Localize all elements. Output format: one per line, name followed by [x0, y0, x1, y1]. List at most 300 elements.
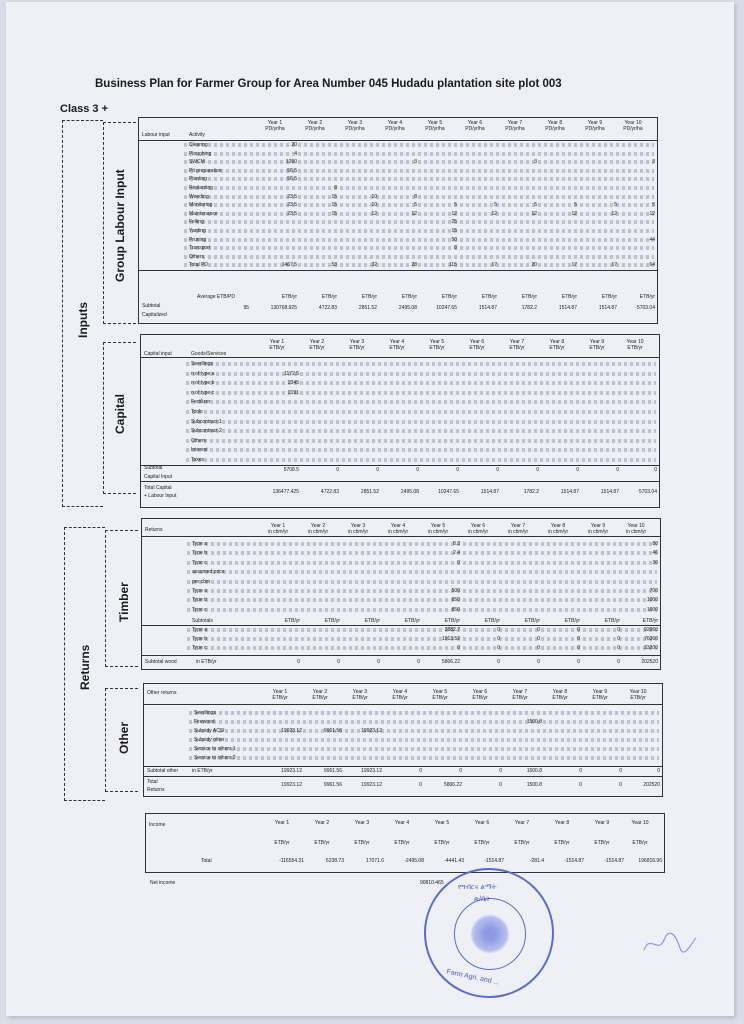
- row-label: Weeding: [189, 193, 209, 200]
- subtotal-label: Subtotal other: [147, 768, 179, 774]
- cell-value: 4722.83: [320, 489, 339, 495]
- cell-value: 10247.65: [438, 489, 459, 495]
- cell-value: 700: [649, 588, 658, 594]
- cell-value: 0: [579, 782, 582, 788]
- cell-value: 0: [497, 636, 500, 642]
- unit-header: ETB/yr: [594, 840, 610, 846]
- row-label: Firewood: [194, 719, 215, 725]
- cell-value: 0: [577, 636, 580, 642]
- row-label: Clearing: [189, 142, 208, 148]
- cell-value: 0: [456, 467, 459, 473]
- cell-value: 0: [497, 627, 500, 633]
- cell-value: ETB/yr: [521, 294, 537, 300]
- unit-header: ETB/yr: [554, 840, 570, 846]
- year-header: Year 1: [270, 523, 286, 529]
- cell-value: ETB/yr: [404, 618, 420, 624]
- row-label: Pruning: [189, 236, 207, 243]
- cell-value: 202520: [643, 782, 660, 788]
- shaded-row-band: [184, 255, 654, 259]
- shaded-row-band: [186, 362, 656, 366]
- year-header: Year 4: [387, 120, 403, 126]
- cell-value: 0: [537, 636, 540, 642]
- year-header: Year 4: [389, 339, 405, 345]
- year-header: Year 3: [354, 820, 370, 826]
- unit-header: ETB/yr: [309, 345, 325, 351]
- cell-value: 30: [652, 559, 658, 566]
- year-header: Year 7: [514, 820, 530, 826]
- row-divider: [139, 270, 657, 271]
- cell-value: 80: [652, 541, 658, 547]
- unit-header: PD/yr/ha: [265, 126, 285, 132]
- shaded-row-band: [189, 756, 659, 760]
- year-header: Year 2: [312, 689, 328, 695]
- cell-value: 8: [414, 193, 417, 200]
- total-label: + Labour Input: [144, 493, 177, 499]
- cell-value: 2851.52: [360, 489, 379, 495]
- unit-header: PD/yr/ha: [385, 126, 405, 132]
- row-label: Subcontract 1: [191, 418, 222, 425]
- unit-header: PD/yr/ha: [345, 126, 365, 132]
- cell-value: 12: [531, 210, 537, 217]
- cell-value: 0: [499, 782, 502, 788]
- cell-value: 1260: [285, 159, 297, 166]
- cell-value: 0: [579, 768, 582, 774]
- row-label: Replanting: [189, 185, 213, 191]
- cell-value: 0: [577, 645, 580, 651]
- unit-header: ETB/yr: [274, 840, 290, 846]
- column-label: Income: [149, 822, 166, 828]
- row-label: Type a: [192, 541, 208, 547]
- column-label: Goods/Services: [191, 351, 227, 357]
- cell-value: 5238.73: [325, 858, 344, 864]
- cell-value: 1172.5: [284, 370, 299, 377]
- year-header: Year 10: [629, 689, 647, 695]
- column-label: Activity: [189, 132, 205, 138]
- cell-value: 1500.8: [526, 782, 542, 788]
- row-label: Service to others 1: [194, 746, 236, 752]
- unit-header: in cbm/yr: [587, 529, 609, 535]
- cell-value: 196816.96: [638, 858, 662, 864]
- row-label: Seedlings: [194, 710, 216, 716]
- cell-value: -1514.87: [604, 858, 624, 864]
- unit-header: ETB/yr: [592, 695, 608, 701]
- shaded-row-band: [186, 381, 656, 385]
- row-label: Monitoring: [189, 202, 213, 209]
- row-divider: [144, 776, 662, 777]
- cell-value: 2345: [287, 380, 299, 387]
- row-label: n of type b: [191, 380, 215, 387]
- cell-value: 12: [371, 210, 377, 217]
- cell-value: 17: [611, 262, 617, 269]
- cell-value: 1514.87: [480, 489, 499, 495]
- row-label: Type a: [192, 588, 208, 594]
- unit-header: in cbm/yr: [387, 529, 409, 535]
- year-header: Year 3: [352, 689, 368, 695]
- shaded-row-band: [184, 195, 654, 199]
- cell-value: ETB/yr: [601, 294, 617, 300]
- year-header: Year 5: [427, 120, 443, 126]
- cell-value: ETB/yr: [281, 294, 297, 300]
- unit-header: in cbm/yr: [307, 529, 329, 535]
- returns-label: Returns: [78, 644, 92, 690]
- cell-value: 1913.52: [441, 636, 460, 642]
- average-label: Average ETB/PD: [197, 294, 235, 300]
- cell-value: 1000: [646, 597, 658, 604]
- row-label: Interest: [191, 447, 208, 454]
- cell-value: 5: [652, 202, 655, 209]
- unit-header: ETB/yr: [589, 345, 605, 351]
- row-label: Fertilizer: [191, 399, 211, 406]
- shaded-row-band: [186, 391, 656, 395]
- row-label: Taxes: [191, 457, 205, 463]
- cell-value: 0: [537, 627, 540, 633]
- row-divider: [144, 704, 662, 705]
- timber-returns-table: [141, 518, 661, 670]
- shaded-row-band: [186, 458, 656, 462]
- cell-value: 20: [531, 262, 537, 269]
- cell-value: 0: [297, 659, 300, 665]
- unit-header: PD/yr/ha: [465, 126, 485, 132]
- subtotals-label: Subtotals: [192, 618, 213, 624]
- year-header: Year 9: [589, 339, 605, 345]
- cell-value: 5: [414, 202, 417, 209]
- shaded-row-band: [189, 711, 659, 715]
- cell-value: ETB/yr: [642, 618, 658, 624]
- cell-value: 3: [414, 159, 417, 166]
- cell-value: -116554.31: [279, 858, 304, 864]
- cell-value: ETB/yr: [324, 618, 340, 624]
- cell-value: 0: [419, 782, 422, 788]
- year-header: Year 4: [394, 820, 410, 826]
- cell-value: 1782.2: [521, 305, 537, 311]
- cell-value: 1514.87: [558, 305, 577, 311]
- year-header: Year 9: [594, 820, 610, 826]
- row-label: Maintenance: [189, 210, 218, 217]
- cell-value: 12: [611, 210, 617, 217]
- cell-value: 23.5: [287, 202, 297, 209]
- unit-header: ETB/yr: [514, 840, 530, 846]
- cell-value: 56.5: [287, 176, 297, 183]
- other-label: Other: [117, 721, 131, 754]
- unit-header: ETB/yr: [429, 345, 445, 351]
- shaded-row-band: [186, 400, 656, 404]
- labour-input-table: [138, 117, 658, 324]
- cell-value: 1514.87: [598, 305, 617, 311]
- stamp-seal: [470, 914, 510, 954]
- row-label: Others: [191, 437, 207, 444]
- cell-value: 4: [294, 150, 297, 157]
- unit-header: PD/yr/ha: [425, 126, 445, 132]
- row-label: Type c: [192, 645, 207, 651]
- cell-value: 1514.87: [600, 489, 619, 495]
- year-header: Year 9: [590, 523, 606, 529]
- year-header: Year 1: [269, 339, 285, 345]
- unit-header: ETB/yr: [349, 345, 365, 351]
- unit-header: PD/yr/ha: [623, 126, 643, 132]
- cell-value: 8: [454, 245, 457, 252]
- year-header: Year 5: [429, 339, 445, 345]
- unit-header: ETB/yr: [512, 695, 528, 701]
- cell-value: 0: [537, 659, 540, 665]
- cell-value: 19923.12: [361, 768, 382, 774]
- cell-value: ETB/yr: [444, 618, 460, 624]
- cell-value: 44: [649, 236, 655, 243]
- row-label: Service to others 2: [194, 755, 236, 761]
- row-label: Felling: [189, 219, 204, 226]
- row-label: Type b: [192, 550, 208, 557]
- cell-value: 3882.7: [444, 627, 460, 633]
- cell-value: 19923.12: [361, 728, 382, 734]
- official-stamp: [424, 868, 554, 998]
- row-divider: [144, 766, 662, 767]
- cell-value: 15: [331, 210, 337, 217]
- cell-value: 10247.65: [436, 305, 457, 311]
- capital-input-table: [140, 334, 660, 508]
- cell-value: 2191: [287, 389, 299, 396]
- unit-header: ETB/yr: [394, 840, 410, 846]
- unit-label: in ETB/yr: [192, 768, 213, 774]
- unit-header: ETB/yr: [352, 695, 368, 701]
- cell-value: ETB/yr: [604, 618, 620, 624]
- cell-value: -1514.87: [564, 858, 584, 864]
- cell-value: 500: [451, 588, 460, 594]
- row-label: Type a: [192, 627, 208, 633]
- cell-value: 10: [371, 193, 377, 200]
- cell-value: ETB/yr: [364, 618, 380, 624]
- cell-value: 15: [451, 228, 457, 234]
- shaded-row-band: [186, 410, 656, 414]
- cell-value: ETB/yr: [639, 294, 655, 300]
- group-labour-label: Group Labour Input: [113, 169, 127, 282]
- year-header: Year 5: [432, 689, 448, 695]
- year-header: Year 10: [626, 339, 644, 345]
- shaded-row-band: [184, 169, 654, 173]
- row-divider: [142, 625, 660, 626]
- cell-value: 0: [417, 659, 420, 665]
- cell-value: 0: [459, 768, 462, 774]
- shaded-row-band: [186, 420, 656, 424]
- row-label: Subsidy other: [194, 737, 225, 743]
- cell-value: 5708.5: [283, 467, 299, 473]
- other-returns-table: [143, 683, 663, 797]
- cell-value: 5806.22: [441, 659, 460, 665]
- year-header: Year 7: [507, 120, 523, 126]
- cell-value: 2495.08: [398, 305, 417, 311]
- year-header: Year 2: [309, 339, 325, 345]
- row-label: Subcontract 2: [191, 428, 222, 435]
- year-header: Year 5: [430, 523, 446, 529]
- cell-value: 19923.12: [281, 768, 302, 774]
- cell-value: ETB/yr: [284, 618, 300, 624]
- shaded-row-band: [184, 160, 654, 164]
- cell-value: 0: [376, 467, 379, 473]
- unit-header: ETB/yr: [627, 345, 643, 351]
- cell-value: 23.5: [287, 193, 297, 200]
- net-income-label: Net income: [150, 880, 176, 886]
- unit-header: ETB/yr: [432, 695, 448, 701]
- total-label: Returns: [147, 787, 165, 793]
- cell-value: 8: [334, 185, 337, 191]
- year-header: Year 7: [512, 689, 528, 695]
- year-header: Year 7: [510, 523, 526, 529]
- cell-value: 0: [577, 659, 580, 665]
- unit-header: ETB/yr: [549, 345, 565, 351]
- row-label: Type b: [192, 597, 208, 604]
- row-label: Planting: [189, 176, 208, 183]
- year-header: Year 9: [587, 120, 603, 126]
- cell-value: 0: [336, 467, 339, 473]
- cell-value: ETB/yr: [524, 618, 540, 624]
- cell-value: 0: [617, 659, 620, 665]
- cell-value: 12: [491, 210, 497, 217]
- unit-header: in cbm/yr: [507, 529, 529, 535]
- row-label: Type c: [192, 606, 207, 613]
- cell-value: 1500.8: [526, 768, 542, 774]
- cell-value: 5703.04: [638, 489, 657, 495]
- page-title: Business Plan for Farmer Group for Area Number 045 Hudadu plantation site plot 003: [95, 78, 562, 90]
- unit-header: ETB/yr: [312, 695, 328, 701]
- cell-value: 0: [617, 636, 620, 642]
- cell-value: 53: [331, 262, 337, 269]
- cell-value: 20: [291, 142, 297, 148]
- cell-value: 5: [534, 202, 537, 209]
- cell-value: 25: [451, 219, 457, 226]
- year-header: Year 4: [390, 523, 406, 529]
- year-header: Year 1: [272, 689, 288, 695]
- shaded-row-band: [184, 186, 654, 190]
- unit-header: in cbm/yr: [427, 529, 449, 535]
- unit-header: in cbm/yr: [467, 529, 489, 535]
- unit-header: ETB/yr: [632, 840, 648, 846]
- cell-value: 12: [649, 210, 655, 217]
- cell-value: 115: [449, 262, 457, 269]
- shaded-row-band: [184, 152, 654, 156]
- year-header: Year 8: [547, 120, 563, 126]
- year-header: Year 10: [627, 523, 645, 529]
- year-header: Year 3: [347, 120, 363, 126]
- net-income-value: 90810.465: [420, 880, 444, 886]
- cell-value: 15: [331, 202, 337, 209]
- row-label: Others: [189, 253, 205, 260]
- row-divider: [141, 357, 659, 358]
- row-divider: [139, 140, 657, 141]
- stamp-text-3: Farm Agri. and ...: [445, 968, 500, 987]
- cell-value: 0: [497, 659, 500, 665]
- unit-header: ETB/yr: [272, 695, 288, 701]
- capital-input-label: Capital Input: [144, 474, 173, 480]
- column-label: Other returns: [147, 690, 177, 696]
- shaded-row-band: [186, 448, 656, 452]
- cell-value: 0: [577, 627, 580, 633]
- cell-value: 50: [451, 236, 457, 243]
- cell-value: 1500.8: [526, 719, 542, 725]
- unit-header: ETB/yr: [434, 840, 450, 846]
- cell-value: 650: [451, 597, 460, 604]
- unit-header: in cbm/yr: [547, 529, 569, 535]
- unit-header: PD/yr/ha: [585, 126, 605, 132]
- row-label: Pit preparation: [189, 167, 222, 174]
- year-header: Year 10: [624, 120, 642, 126]
- income-table: [145, 813, 665, 873]
- row-label: Subsidy ACSI: [194, 728, 225, 734]
- cell-value: 8.3: [453, 541, 460, 547]
- cell-value: 76360: [644, 636, 658, 642]
- column-label: Capital input: [144, 351, 172, 357]
- row-label: Ploughing: [189, 150, 212, 157]
- cell-value: 0: [616, 467, 619, 473]
- cell-value: 12: [571, 210, 577, 217]
- cell-value: 12: [411, 210, 417, 217]
- shaded-row-band: [189, 747, 659, 751]
- row-label: Type b: [192, 636, 208, 642]
- cell-value: 0: [619, 768, 622, 774]
- unit-header: PD/yr/ha: [545, 126, 565, 132]
- cell-value: 9961.56: [323, 768, 342, 774]
- year-header: Year 3: [350, 523, 366, 529]
- unit-header: ETB/yr: [552, 695, 568, 701]
- row-label: assumed price: [192, 569, 225, 576]
- unit-header: ETB/yr: [389, 345, 405, 351]
- cell-value: 5: [454, 202, 457, 209]
- year-header: Year 1: [274, 820, 290, 826]
- cell-value: 0: [657, 768, 660, 774]
- year-header: Year 8: [549, 339, 565, 345]
- year-header: Year 9: [592, 689, 608, 695]
- cell-value: 0: [457, 559, 460, 566]
- year-header: Year 6: [472, 689, 488, 695]
- cell-value: ETB/yr: [561, 294, 577, 300]
- cell-value: 56.5: [287, 167, 297, 174]
- column-label: Returns: [145, 527, 163, 533]
- cell-value: 202520: [641, 659, 658, 665]
- unit-label: in ETB/yr: [196, 659, 217, 665]
- cell-value: 0: [536, 467, 539, 473]
- unit-header: PD/yr/ha: [305, 126, 325, 132]
- cell-value: 32: [371, 262, 377, 269]
- signature-mark: [640, 928, 700, 958]
- row-label: per cbm: [192, 578, 211, 585]
- subtotal-label: Subtotal: [142, 303, 161, 309]
- year-header: Year 2: [310, 523, 326, 529]
- year-header: Year 2: [314, 820, 330, 826]
- cell-value: ETB/yr: [484, 618, 500, 624]
- cell-value: 5806.22: [443, 782, 462, 788]
- shaded-row-band: [189, 738, 659, 742]
- shaded-row-band: [184, 177, 654, 181]
- cell-value: ETB/yr: [401, 294, 417, 300]
- unit-header: ETB/yr: [472, 695, 488, 701]
- unit-header: ETB/yr: [474, 840, 490, 846]
- unit-header: ETB/yr: [469, 345, 485, 351]
- year-header: Year 3: [349, 339, 365, 345]
- row-label: SWCM: [189, 159, 205, 166]
- inputs-label: Inputs: [76, 302, 90, 338]
- cell-value: 19923.12: [281, 728, 302, 734]
- stamp-text-2: ጽ/ቤት: [474, 896, 491, 903]
- cell-value: 1782.2: [523, 489, 539, 495]
- cell-value: 15: [331, 193, 337, 200]
- cell-value: 9961.56: [323, 782, 342, 788]
- row-label: Transport: [189, 245, 211, 252]
- row-divider: [142, 536, 660, 537]
- shaded-row-band: [184, 143, 654, 147]
- column-label: Labour input: [142, 132, 170, 138]
- class-label: Class 3 +: [60, 103, 109, 115]
- cell-value: 0: [457, 645, 460, 651]
- cell-value: 0: [537, 645, 540, 651]
- unit-header: PD/yr/ha: [505, 126, 525, 132]
- cell-value: 19923.12: [281, 782, 302, 788]
